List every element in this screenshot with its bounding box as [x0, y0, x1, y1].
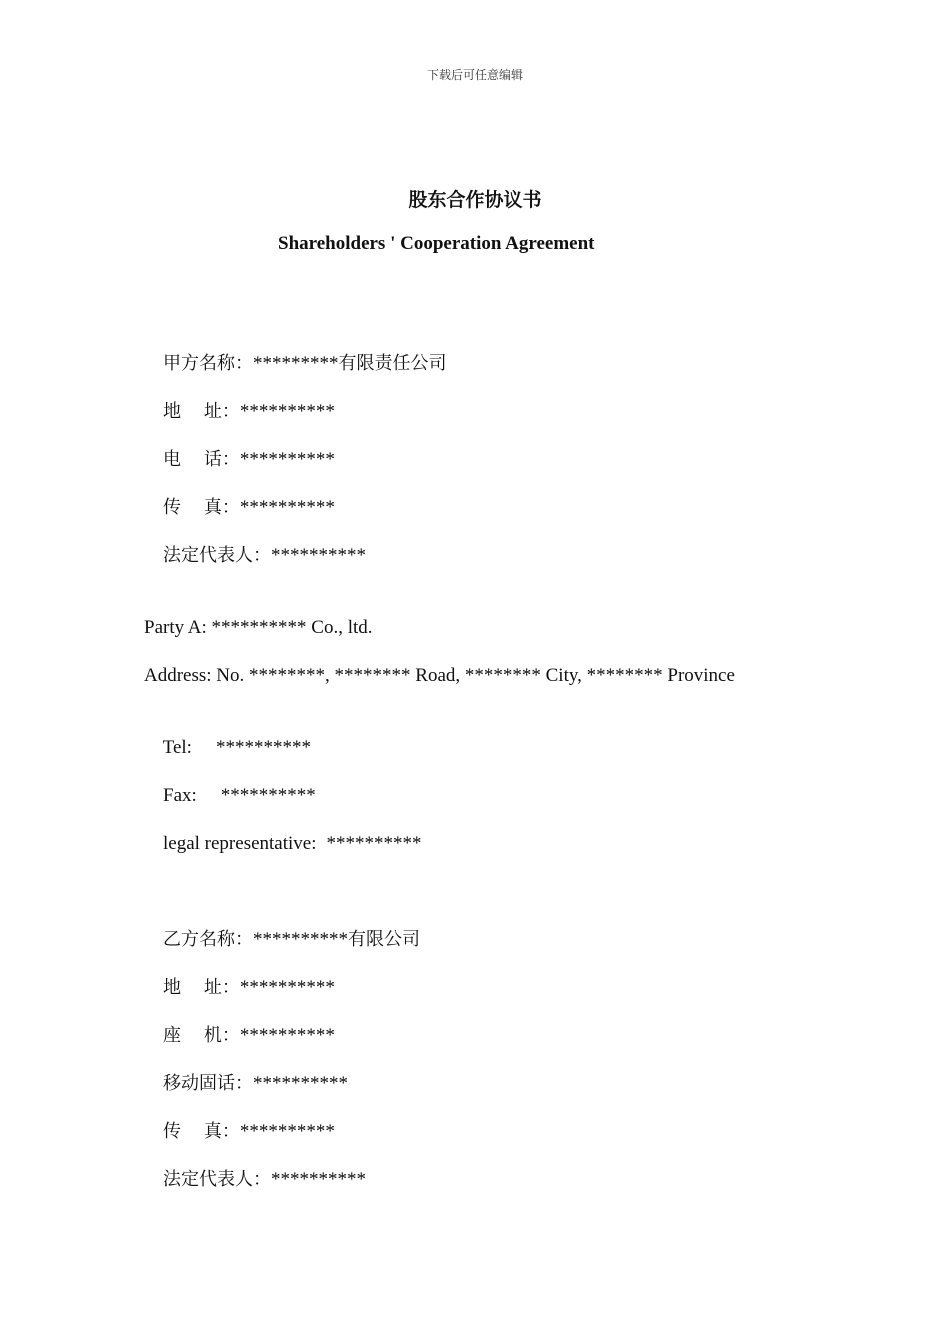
colon: ： [253, 1169, 271, 1190]
colon: ： [221, 449, 240, 470]
title-chinese: 股东合作协议书 [408, 189, 542, 211]
party-a-address-label: 地 址 [163, 401, 222, 422]
party-a-rep-line [144, 520, 366, 592]
colon: ： [235, 1073, 253, 1094]
party-b-mobile-label: 移动固话 [163, 1073, 235, 1094]
colon: ： [221, 1025, 240, 1046]
party-a-en-rep-value: ********** [326, 833, 422, 854]
party-a-en-rep-label: legal representative: [163, 833, 317, 854]
party-b-address-value: ********** [239, 977, 335, 998]
colon: ： [221, 977, 240, 998]
colon: ： [221, 1121, 240, 1142]
party-a-rep-label: 法定代表人 [163, 545, 253, 566]
party-b-rep-line [144, 1144, 366, 1216]
party-a-en-fax-value: ********** [220, 785, 316, 806]
party-b-name-suffix: 有限公司 [348, 929, 420, 950]
party-b-landline-label: 座 机 [163, 1025, 222, 1046]
party-b-rep-value: ********** [271, 1169, 366, 1190]
party-a-name-suffix: 有限责任公司 [338, 353, 447, 374]
party-a-en-name-line: Party A: ********** Co., ltd. [144, 617, 373, 638]
title-english: Shareholders ' Cooperation Agreement [278, 233, 595, 254]
party-a-en-rep-line [144, 808, 422, 880]
party-a-en-fax-label: Fax: [163, 785, 197, 806]
party-a-phone-value: ********** [239, 449, 335, 470]
party-b-rep-label: 法定代表人 [163, 1169, 253, 1190]
party-b-fax-value: ********** [239, 1121, 335, 1142]
party-b-landline-value: ********** [239, 1025, 335, 1046]
colon: ： [235, 353, 253, 374]
party-b-name-value: ********** [253, 929, 348, 950]
party-b-name-label: 乙方名称 [163, 929, 235, 950]
colon: ： [221, 497, 240, 518]
party-a-en-tel-label: Tel: [162, 737, 192, 758]
party-a-rep-value: ********** [271, 545, 366, 566]
party-b-mobile-value: ********** [253, 1073, 348, 1094]
party-a-fax-label: 传 真 [163, 497, 222, 518]
colon: ： [221, 401, 240, 422]
party-a-en-address-line: Address: No. ********, ******** Road, ******** City, ******** Province [144, 665, 735, 686]
party-a-fax-value: ********** [239, 497, 335, 518]
party-b-fax-label: 传 真 [163, 1121, 222, 1142]
party-a-name-label: 甲方名称 [163, 353, 235, 374]
party-a-en-tel-value: ********** [215, 737, 311, 758]
party-b-address-label: 地 址 [163, 977, 222, 998]
header-note: 下载后可任意编辑 [426, 68, 523, 82]
party-a-phone-label: 电 话 [163, 449, 222, 470]
colon: ： [253, 545, 271, 566]
party-a-address-value: ********** [239, 401, 335, 422]
party-a-name-value: ********* [253, 353, 339, 374]
colon: ： [235, 929, 253, 950]
